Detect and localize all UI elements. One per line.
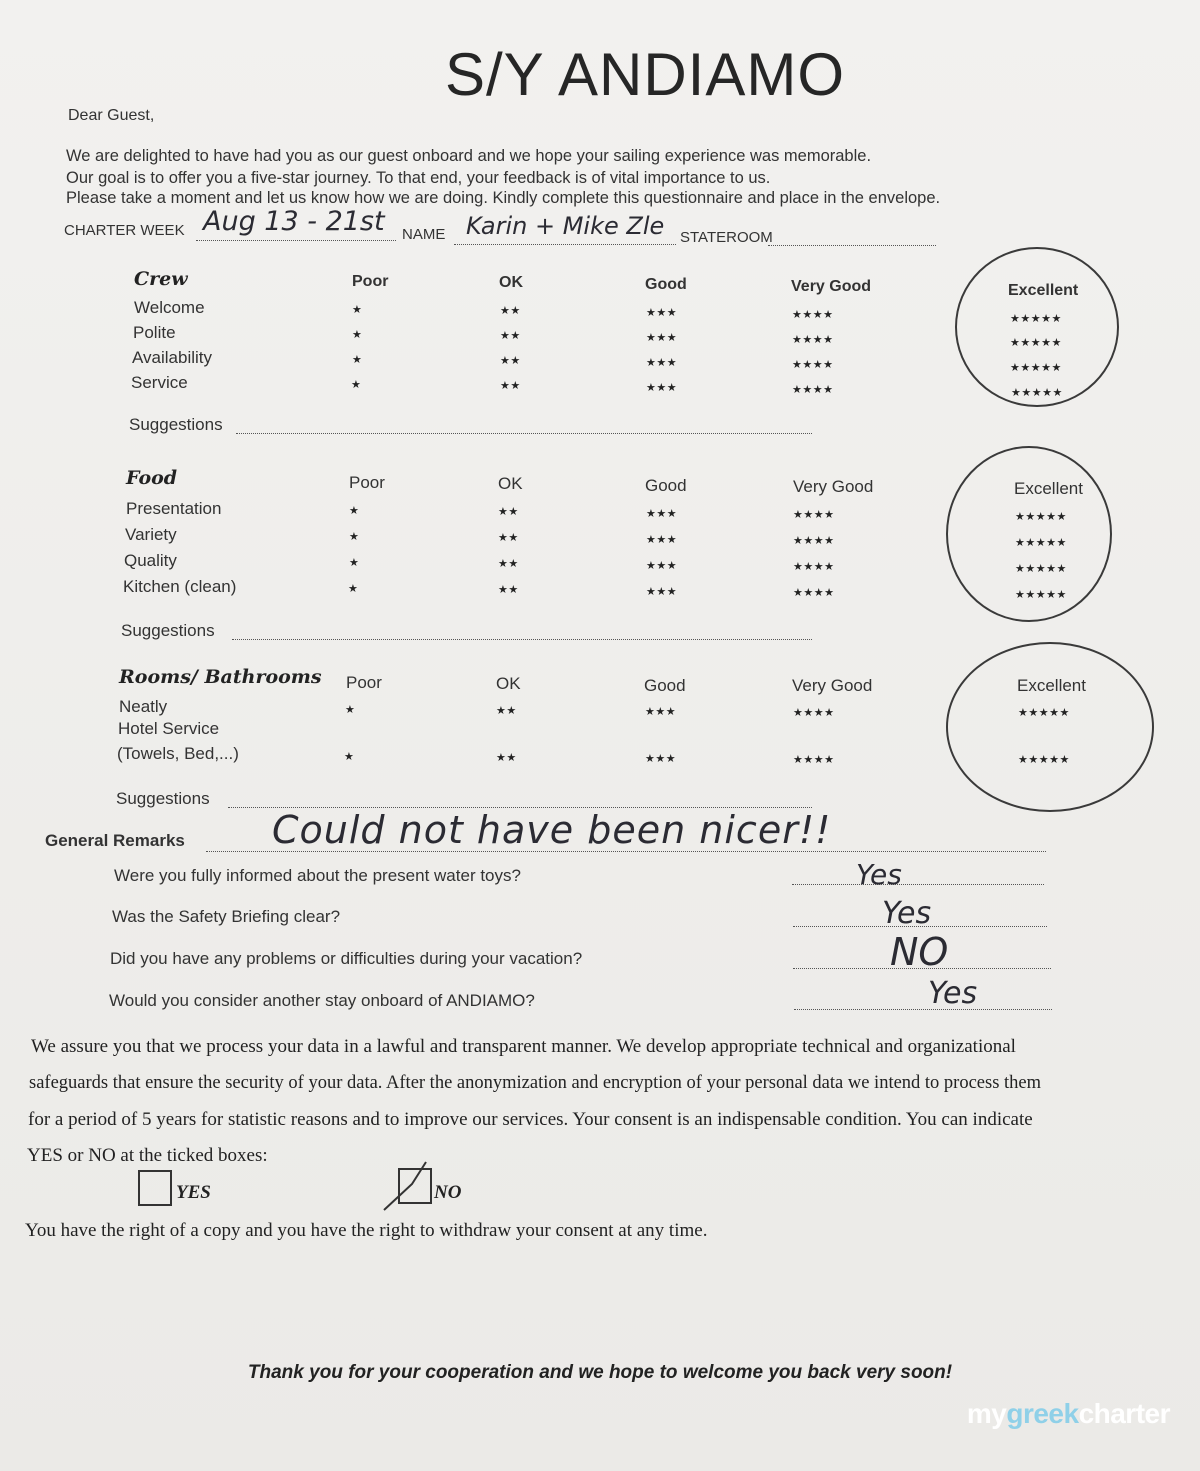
star-rating-5: ★★★★★ [1015,588,1067,601]
food-col-very-good: Very Good [793,477,874,496]
star-rating-2: ★★ [500,304,521,317]
general-remarks-value: Could not have been nicer!! [272,808,832,852]
consent-yes-label: YES [176,1182,211,1203]
answer-another-stay: Yes [928,976,978,1011]
intro-line-3: Please take a moment and let us know how we are doing. Kindly complete this questionnaire and place in the envelope. [66,189,941,207]
section-title-crew: Crew [134,268,188,290]
food-item-presentation: Presentation [126,499,222,518]
star-rating-5: ★★★★★ [1015,562,1067,575]
crew-col-poor: Poor [352,273,389,290]
food-excellent-circle-mark [946,446,1112,622]
star-rating-1: ★ [352,353,363,366]
star-rating-4: ★★★★ [793,560,835,573]
consent-yes-checkbox[interactable] [138,1170,172,1206]
star-rating-1: ★ [351,378,362,391]
star-rating-2: ★★ [496,751,517,764]
crew-item-polite: Polite [133,323,176,342]
crew-item-availability: Availability [132,348,213,367]
form-title: S/Y ANDIAMO [444,41,845,108]
star-rating-1: ★ [352,328,363,341]
intro-line-1: We are delighted to have had you as our guest onboard and we hope your sailing experience was memorable. [66,147,872,165]
star-rating-4: ★★★★ [792,358,834,371]
question-water-toys: Were you fully informed about the present water toys? [114,866,521,885]
star-rating-3: ★★★ [646,331,678,344]
star-rating-5: ★★★★★ [1010,336,1062,349]
charter-week-line [196,240,396,241]
star-rating-3: ★★★ [646,559,678,572]
tick-mark-icon [382,1160,442,1212]
star-rating-5: ★★★★★ [1015,510,1067,523]
section-title-rooms: Rooms/ Bathrooms [119,666,322,688]
question-problems: Did you have any problems or difficulties during your vacation? [110,949,583,968]
star-rating-2: ★★ [496,704,517,717]
star-rating-2: ★★ [498,583,519,596]
star-rating-4: ★★★★ [793,534,835,547]
star-rating-3: ★★★ [646,533,678,546]
star-rating-1: ★ [344,750,355,763]
star-rating-5: ★★★★★ [1010,312,1062,325]
crew-excellent-circle-mark [955,247,1119,407]
star-rating-1: ★ [345,703,356,716]
watermark-logo [967,1398,1170,1430]
charter-week-value: Aug 13 - 21st [203,206,385,237]
question-safety-briefing: Was the Safety Briefing clear? [112,907,341,926]
answer-safety-briefing: Yes [882,896,932,931]
answer-line-water-toys[interactable] [792,884,1044,885]
crew-item-welcome: Welcome [134,298,205,317]
crew-col-good: Good [645,276,687,293]
rooms-col-poor: Poor [346,673,382,692]
rooms-item-neatly: Neatly [119,697,168,716]
rooms-col-very-good: Very Good [792,676,873,695]
food-col-poor: Poor [349,473,385,492]
star-rating-4: ★★★★ [792,333,834,346]
star-rating-3: ★★★ [645,705,677,718]
name-line [454,244,676,245]
star-rating-5: ★★★★★ [1011,386,1063,399]
rooms-suggestions-label: Suggestions [116,789,210,808]
food-item-variety: Variety [125,525,177,544]
star-rating-2: ★★ [500,354,521,367]
intro-line-2: Our goal is to offer you a five-star journey. To that end, your feedback is of vital importance to us. [66,169,771,187]
star-rating-5: ★★★★★ [1018,706,1070,719]
crew-col-ok: OK [499,274,523,291]
food-col-excellent: Excellent [1014,479,1083,498]
star-rating-1: ★ [348,582,359,595]
privacy-line-4: YES or NO at the ticked boxes: [27,1145,268,1166]
answer-problems: NO [890,930,949,974]
question-another-stay: Would you consider another stay onboard of ANDIAMO? [109,991,535,1010]
privacy-line-2: safeguards that ensure the security of your data. After the anonymization and encryption of your personal data we intend to process them [29,1073,1042,1093]
crew-suggestions-line[interactable] [236,433,812,434]
rooms-col-good: Good [644,676,686,695]
food-item-kitchen: Kitchen (clean) [123,577,237,596]
consent-no-label: NO [434,1182,462,1203]
crew-item-service: Service [131,373,188,392]
stateroom-line [768,245,936,246]
star-rating-4: ★★★★ [792,383,834,396]
star-rating-3: ★★★ [646,356,678,369]
star-rating-1: ★ [349,556,360,569]
star-rating-5: ★★★★★ [1018,753,1070,766]
star-rating-2: ★★ [498,557,519,570]
general-remarks-label: General Remarks [45,831,185,850]
star-rating-4: ★★★★ [793,753,835,766]
star-rating-5: ★★★★★ [1010,361,1062,374]
rooms-col-ok: OK [496,674,521,693]
charter-week-label: CHARTER WEEK [64,222,185,239]
food-item-quality: Quality [124,551,177,570]
consent-rights-text: You have the right of a copy and you have the right to withdraw your consent at any time. [25,1220,708,1241]
star-rating-2: ★★ [498,505,519,518]
watermark-part-1: my [966,1398,1007,1429]
name-value: Karin + Mike Zle [466,212,665,240]
rooms-col-excellent: Excellent [1017,676,1086,695]
answer-line-another-stay[interactable] [794,1009,1052,1010]
stateroom-label: STATEROOM [680,229,773,246]
privacy-line-1: We assure you that we process your data in a lawful and transparent manner. We develop appropriate technical and organizational [31,1036,1016,1057]
crew-col-very-good: Very Good [791,278,872,295]
star-rating-2: ★★ [498,531,519,544]
star-rating-2: ★★ [500,379,521,392]
star-rating-4: ★★★★ [793,508,835,521]
star-rating-4: ★★★★ [793,586,835,599]
footer-thank-you: Thank you for your cooperation and we hope to welcome you back very soon! [247,1362,953,1383]
food-col-good: Good [645,476,687,495]
star-rating-5: ★★★★★ [1015,536,1067,549]
star-rating-3: ★★★ [646,306,678,319]
crew-suggestions-label: Suggestions [129,415,223,434]
star-rating-3: ★★★ [646,381,678,394]
greeting: Dear Guest, [68,107,155,124]
star-rating-1: ★ [349,530,360,543]
rooms-excellent-circle-mark [946,642,1154,812]
food-suggestions-label: Suggestions [121,621,215,640]
consent-no-checkbox[interactable] [398,1168,432,1204]
privacy-line-3: for a period of 5 years for statistic reasons and to improve our services. Your consent is an indispensable condition. You can indicate [28,1109,1033,1130]
star-rating-1: ★ [352,303,363,316]
food-suggestions-line[interactable] [232,639,812,640]
rooms-item-hotel-service: Hotel Service [118,719,220,738]
food-col-ok: OK [498,474,523,493]
star-rating-1: ★ [349,504,360,517]
star-rating-3: ★★★ [646,507,678,520]
crew-col-excellent: Excellent [1008,282,1079,299]
watermark-part-3: charter [1078,1398,1170,1429]
rooms-item-towels-bed: (Towels, Bed,...) [117,744,239,763]
star-rating-4: ★★★★ [793,706,835,719]
name-label: NAME [402,226,446,243]
section-title-food: Food [126,467,178,489]
star-rating-2: ★★ [500,329,521,342]
answer-water-toys: Yes [856,858,902,891]
star-rating-3: ★★★ [645,752,677,765]
star-rating-4: ★★★★ [792,308,834,321]
watermark-part-2: greek [1006,1398,1079,1429]
star-rating-3: ★★★ [646,585,678,598]
